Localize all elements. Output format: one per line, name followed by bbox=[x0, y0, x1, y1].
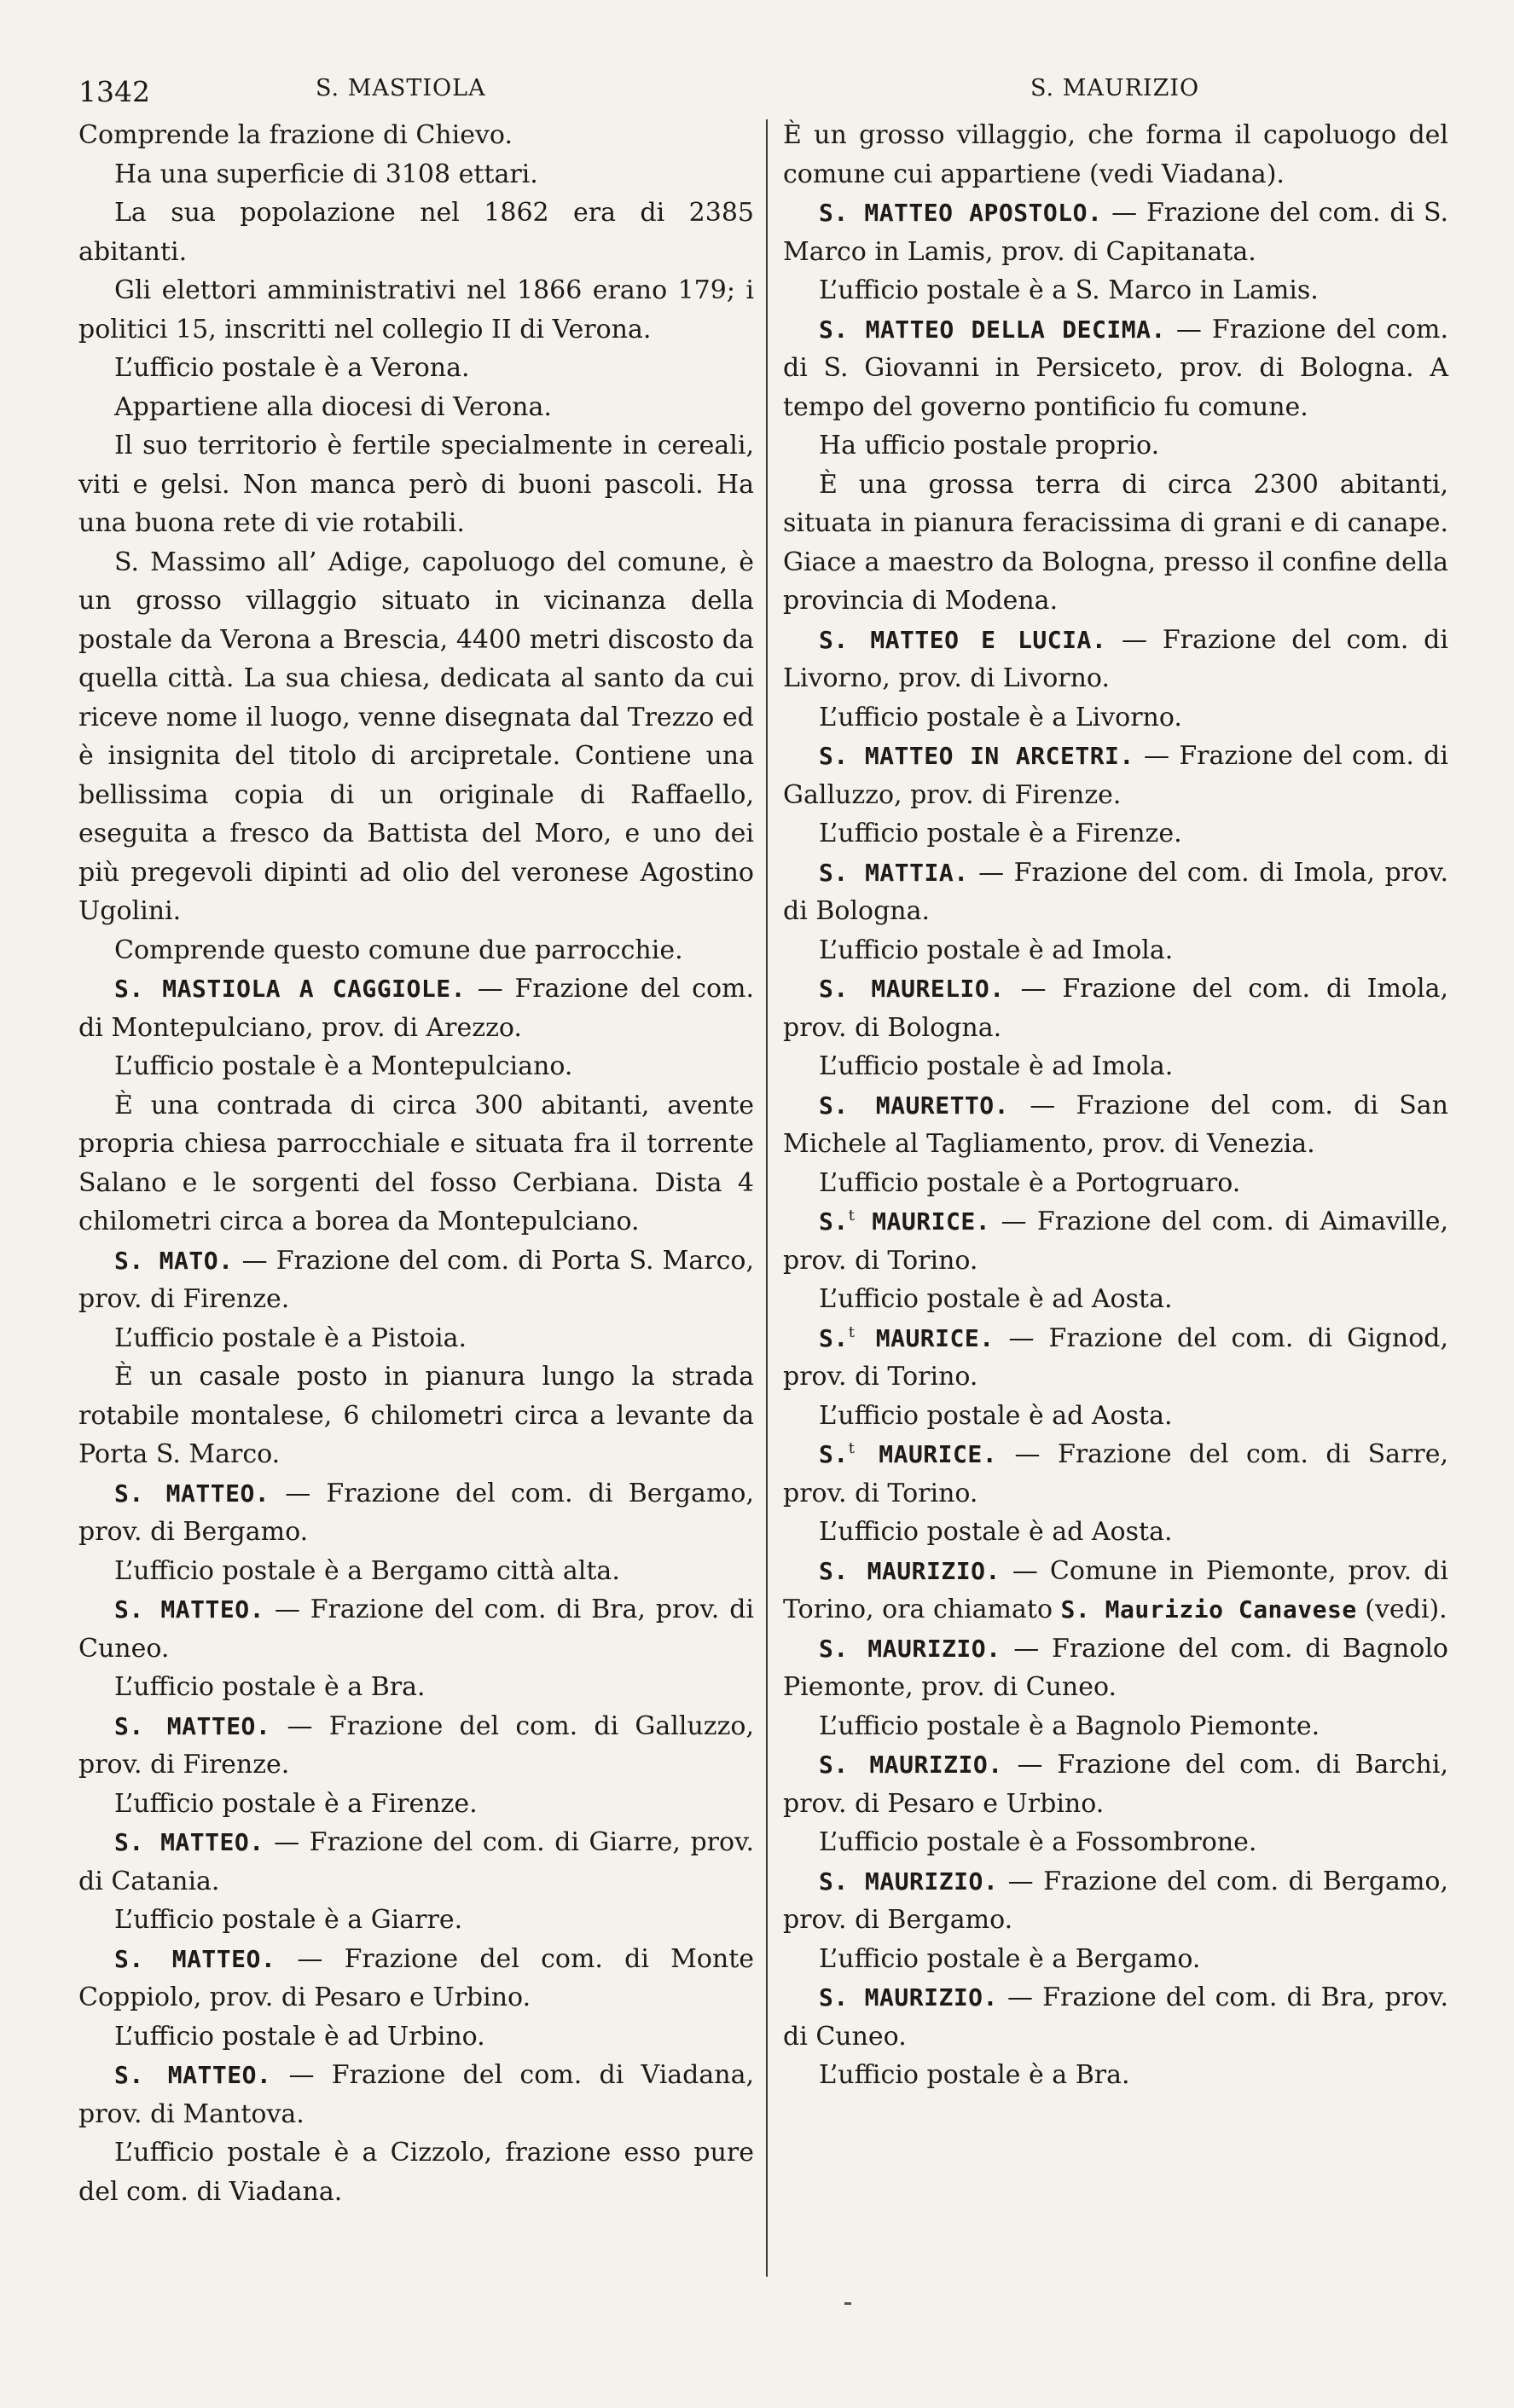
entry-text: — Frazione del com. di Imola, prov. di Bologna. bbox=[783, 974, 1448, 1043]
entry-paragraph bbox=[78, 1823, 754, 1901]
entry-headword: S. MATTEO IN ARCETRI. bbox=[819, 742, 1134, 770]
entry-paragraph bbox=[783, 970, 1448, 1047]
text-paragraph bbox=[78, 271, 754, 349]
text-paragraph bbox=[78, 1357, 754, 1474]
entry-paragraph bbox=[783, 1435, 1448, 1513]
entry-paragraph bbox=[78, 2056, 754, 2133]
text-paragraph bbox=[78, 2133, 754, 2211]
entry-headword: S. MATTEO. bbox=[114, 1595, 264, 1624]
entry-text: — Frazione del com. di Livorno, prov. di Livorno. bbox=[783, 624, 1448, 693]
entry-paragraph bbox=[783, 1319, 1448, 1397]
entry-text: Comprende la frazione di Chievo. bbox=[78, 120, 513, 150]
entry-headword-superscript: t bbox=[848, 1323, 855, 1341]
entry-headword-prefix: S. bbox=[819, 1323, 849, 1352]
entry-text: L’ufficio postale è a Cizzolo, frazione esso pure del com. di Viadana. bbox=[78, 2138, 754, 2207]
entry-text: È una grossa terra di circa 2300 abitanti, situata in pianura feracissima di grani e di canape. Giace a maestro da Bologna, presso il confine della provincia di Modena. bbox=[783, 469, 1448, 616]
entry-paragraph bbox=[783, 310, 1448, 427]
entry-text: Ha una superficie di 3108 ettari. bbox=[114, 159, 538, 189]
text-paragraph bbox=[783, 1280, 1448, 1319]
entry-headword: MAURICE. bbox=[854, 1323, 995, 1352]
column-divider bbox=[766, 119, 768, 2277]
entry-text: L’ufficio postale è ad Aosta. bbox=[819, 1284, 1173, 1314]
text-paragraph bbox=[78, 2017, 754, 2057]
entry-text: L’ufficio postale è ad Aosta. bbox=[819, 1400, 1173, 1431]
entry-text: L’ufficio postale è a S. Marco in Lamis. bbox=[819, 275, 1319, 305]
entry-text: Il suo territorio è fertile specialmente in cereali, viti e gelsi. Non manca però di buoni pascoli. Ha una buona rete di vie rotabili. bbox=[78, 431, 754, 538]
entry-headword: S. MAURIZIO. bbox=[819, 1751, 1003, 1779]
entry-paragraph bbox=[783, 1552, 1448, 1629]
text-paragraph bbox=[78, 1047, 754, 1086]
entry-paragraph bbox=[783, 194, 1448, 271]
text-paragraph bbox=[783, 931, 1448, 970]
text-paragraph bbox=[78, 543, 754, 931]
text-paragraph bbox=[78, 1785, 754, 1824]
text-paragraph bbox=[783, 1707, 1448, 1746]
entry-text: — Frazione del com. di S. Marco in Lamis, prov. di Capitanata. bbox=[783, 198, 1448, 267]
entry-text: — Frazione del com. di Viadana, prov. di Mantova. bbox=[78, 2060, 755, 2129]
entry-text: È un casale posto in pianura lungo la strada rotabile montalese, 6 chilometri circa a levante da Porta S. Marco. bbox=[78, 1362, 754, 1469]
text-paragraph bbox=[78, 1901, 754, 1940]
text-paragraph bbox=[783, 2056, 1448, 2095]
entry-paragraph bbox=[783, 1086, 1448, 1164]
entry-text: (vedi). bbox=[1356, 1595, 1447, 1624]
entry-headword: S. MATTEO. bbox=[114, 1479, 270, 1508]
entry-text: L’ufficio postale è ad Urbino. bbox=[114, 2021, 485, 2052]
entry-paragraph bbox=[78, 970, 754, 1047]
entry-text: — Frazione del com. di Imola, prov. di Bologna. bbox=[783, 857, 1449, 926]
entry-headword: S. MATTEO. bbox=[114, 2061, 272, 2089]
entry-headword: S. MATTEO DELLA DECIMA. bbox=[819, 315, 1166, 344]
entry-text: — Frazione del com. di San Michele al Tagliamento, prov. di Venezia. bbox=[783, 1090, 1448, 1159]
entry-text: — Frazione del com. di Sarre, prov. di Torino. bbox=[783, 1439, 1449, 1508]
entry-text: — Frazione del com. di Giarre, prov. di Catania. bbox=[78, 1827, 755, 1896]
entry-text: — Frazione del com. di Bergamo, prov. di Bergamo. bbox=[78, 1478, 754, 1547]
entry-text: — Frazione del com. di Galluzzo, prov. di Firenze. bbox=[78, 1710, 754, 1780]
entry-headword: S. MATTIA. bbox=[819, 858, 969, 887]
left-running-head: S. MASTIOLA bbox=[316, 75, 486, 101]
entry-text: L’ufficio postale è a Bergamo. bbox=[819, 1943, 1201, 1974]
entry-text: — Frazione del com. di Montepulciano, prov. di Arezzo. bbox=[78, 974, 754, 1043]
entry-text: La sua popolazione nel 1862 era di 2385 abitanti. bbox=[78, 198, 754, 267]
entry-text: — Frazione del com. di Bagnolo Piemonte, prov. di Cuneo. bbox=[783, 1633, 1448, 1702]
entry-headword: S. MATTEO APOSTOLO. bbox=[819, 199, 1103, 227]
entry-headword: S. MAURIZIO. bbox=[819, 1556, 1001, 1585]
entry-paragraph bbox=[783, 621, 1448, 698]
entry-headword-prefix: S. bbox=[819, 1207, 849, 1236]
entry-text: L’ufficio postale è a Bergamo città alta. bbox=[114, 1555, 620, 1586]
entry-paragraph bbox=[783, 1862, 1448, 1940]
entry-text: — Comune in Piemonte, prov. di Torino, ora chiamato bbox=[783, 1555, 1448, 1624]
entry-paragraph bbox=[783, 854, 1448, 931]
entry-paragraph bbox=[783, 737, 1448, 814]
text-paragraph bbox=[78, 931, 754, 970]
right-running-head: S. MAURIZIO bbox=[1030, 75, 1200, 101]
text-paragraph bbox=[78, 1086, 754, 1242]
entry-text: — Frazione del com. di Barchi, prov. di Pesaro e Urbino. bbox=[783, 1750, 1448, 1819]
left-column bbox=[78, 116, 754, 2211]
text-paragraph bbox=[78, 426, 754, 543]
entry-text: — Frazione del com. di Monte Coppiolo, prov. di Pesaro e Urbino. bbox=[78, 1943, 755, 2012]
entry-paragraph bbox=[783, 1978, 1448, 2056]
text-paragraph bbox=[78, 116, 754, 155]
entry-headword: S. MATTEO. bbox=[114, 1828, 264, 1856]
entry-text: È una contrada di circa 300 abitanti, avente propria chiesa parrocchiale e situata fra il torrente Salano e le sorgenti del fosso Cerbiana. Dista 4 chilometri circa a borea da Montepulciano. bbox=[78, 1090, 754, 1236]
entry-text: Ha ufficio postale proprio. bbox=[819, 431, 1160, 460]
printer-mark bbox=[844, 2302, 851, 2305]
entry-text: Comprende questo comune due parrocchie. bbox=[114, 935, 683, 965]
text-paragraph bbox=[783, 1940, 1448, 1979]
entry-headword: S. MAURETTO. bbox=[819, 1091, 1009, 1120]
entry-text: L’ufficio postale è a Bagnolo Piemonte. bbox=[819, 1710, 1320, 1741]
entry-text: — Frazione del com. di Galluzzo, prov. di Firenze. bbox=[783, 741, 1448, 810]
right-column bbox=[783, 116, 1448, 2095]
entry-headword: S. MAURIZIO. bbox=[819, 1983, 998, 2011]
entry-paragraph bbox=[78, 1474, 754, 1552]
text-paragraph bbox=[783, 116, 1448, 194]
entry-text: — Frazione del com. di Bra, prov. di Cuneo. bbox=[783, 1983, 1449, 2052]
text-paragraph bbox=[78, 1668, 754, 1707]
entry-text: — Frazione del com. di Porta S. Marco, prov. di Firenze. bbox=[78, 1245, 755, 1314]
entry-text: S. Massimo all’ Adige, capoluogo del comune, è un grosso villaggio situato in vicinanza della postale da Verona a Brescia, 4400 metri discosto da quella città. La sua chiesa, dedicata al santo da cui riceve nome il luogo, venne disegnata dal Trezzo ed è insignita del titolo di arcipretale. Contiene una bellissima copia di un originale di Raffaello, eseguita a fresco da Battista del Moro, e uno dei più pregevoli dipinti ad olio del veronese Agostino Ugolini. bbox=[78, 547, 754, 926]
entry-paragraph bbox=[78, 1707, 754, 1785]
entry-text: L’ufficio postale è a Livorno. bbox=[819, 702, 1182, 732]
text-paragraph bbox=[78, 1552, 754, 1591]
entry-text: — Frazione del com. di Aimaville, prov. di Torino. bbox=[783, 1207, 1449, 1276]
entry-text: L’ufficio postale è a Firenze. bbox=[114, 1788, 478, 1819]
entry-paragraph bbox=[78, 1590, 754, 1668]
entry-headword: S. MAURIZIO. bbox=[819, 1634, 1001, 1663]
entry-headword: MAURICE. bbox=[854, 1440, 998, 1468]
entry-text: — Frazione del com. di Bergamo, prov. di Bergamo. bbox=[783, 1866, 1448, 1935]
entry-paragraph bbox=[783, 1629, 1448, 1707]
entry-text: L’ufficio postale è a Montepulciano. bbox=[114, 1051, 573, 1081]
text-paragraph bbox=[78, 1319, 754, 1358]
entry-paragraph bbox=[783, 1745, 1448, 1823]
entry-headword-superscript: t bbox=[848, 1207, 855, 1224]
entry-text: Appartiene alla diocesi di Verona. bbox=[114, 391, 552, 422]
entry-text: L’ufficio postale è a Bra. bbox=[819, 2060, 1130, 2090]
entry-headword: S. MAURIZIO. bbox=[819, 1867, 999, 1896]
text-paragraph bbox=[783, 426, 1448, 466]
entry-text: L’ufficio postale è a Firenze. bbox=[819, 819, 1182, 848]
entry-headword-superscript: t bbox=[848, 1439, 855, 1457]
text-paragraph bbox=[78, 388, 754, 427]
entry-text: L’ufficio postale è a Portogruaro. bbox=[819, 1167, 1241, 1198]
text-paragraph bbox=[783, 698, 1448, 738]
entry-paragraph bbox=[78, 1242, 754, 1319]
entry-text: L’ufficio postale è ad Aosta. bbox=[819, 1517, 1173, 1547]
text-paragraph bbox=[783, 1047, 1448, 1086]
entry-text: L’ufficio postale è ad Imola. bbox=[819, 1051, 1174, 1081]
cross-reference: S. Maurizio Canavese bbox=[1060, 1595, 1357, 1624]
entry-text: Gli elettori amministrativi nel 1866 erano 179; i politici 15, inscritti nel collegio II di Verona. bbox=[78, 275, 754, 344]
entry-text: — Frazione del com. di Bra, prov. di Cuneo. bbox=[78, 1595, 754, 1664]
text-paragraph bbox=[783, 1397, 1448, 1436]
text-paragraph bbox=[783, 1513, 1448, 1552]
entry-headword: S. MATTEO. bbox=[114, 1711, 271, 1740]
entry-headword: S. MASTIOLA A CAGGIOLE. bbox=[114, 975, 466, 1003]
entry-text: L’ufficio postale è a Giarre. bbox=[114, 1905, 463, 1935]
entry-headword: S. MAURELIO. bbox=[819, 975, 1005, 1003]
entry-text: È un grosso villaggio, che forma il capoluogo del comune cui appartiene (vedi Viadana). bbox=[783, 120, 1448, 189]
entry-text: — Frazione del com. di S. Giovanni in Persiceto, prov. di Bologna. A tempo del governo pontificio fu comune. bbox=[783, 314, 1448, 422]
entry-headword: MAURICE. bbox=[854, 1207, 991, 1236]
text-paragraph bbox=[783, 814, 1448, 854]
text-paragraph bbox=[783, 1823, 1448, 1862]
entry-paragraph bbox=[78, 1940, 754, 2017]
text-paragraph bbox=[78, 155, 754, 194]
entry-text: L’ufficio postale è a Pistoia. bbox=[114, 1323, 467, 1353]
entry-text: L’ufficio postale è a Bra. bbox=[114, 1672, 426, 1702]
entry-headword: S. MATO. bbox=[114, 1246, 234, 1275]
entry-headword-prefix: S. bbox=[819, 1440, 849, 1468]
entry-text: L’ufficio postale è ad Imola. bbox=[819, 935, 1174, 965]
text-paragraph bbox=[783, 466, 1448, 621]
entry-paragraph bbox=[783, 1202, 1448, 1280]
text-paragraph bbox=[783, 1164, 1448, 1203]
entry-headword: S. MATTEO E LUCIA. bbox=[819, 625, 1107, 654]
entry-text: — Frazione del com. di Gignod, prov. di Torino. bbox=[783, 1323, 1448, 1392]
text-paragraph bbox=[78, 194, 754, 271]
entry-text: L’ufficio postale è a Verona. bbox=[114, 353, 470, 383]
text-paragraph bbox=[783, 271, 1448, 310]
entry-headword: S. MATTEO. bbox=[114, 1944, 276, 1973]
entry-text: L’ufficio postale è a Fossombrone. bbox=[819, 1827, 1257, 1857]
page-number: 1342 bbox=[78, 75, 150, 108]
text-paragraph bbox=[78, 349, 754, 388]
